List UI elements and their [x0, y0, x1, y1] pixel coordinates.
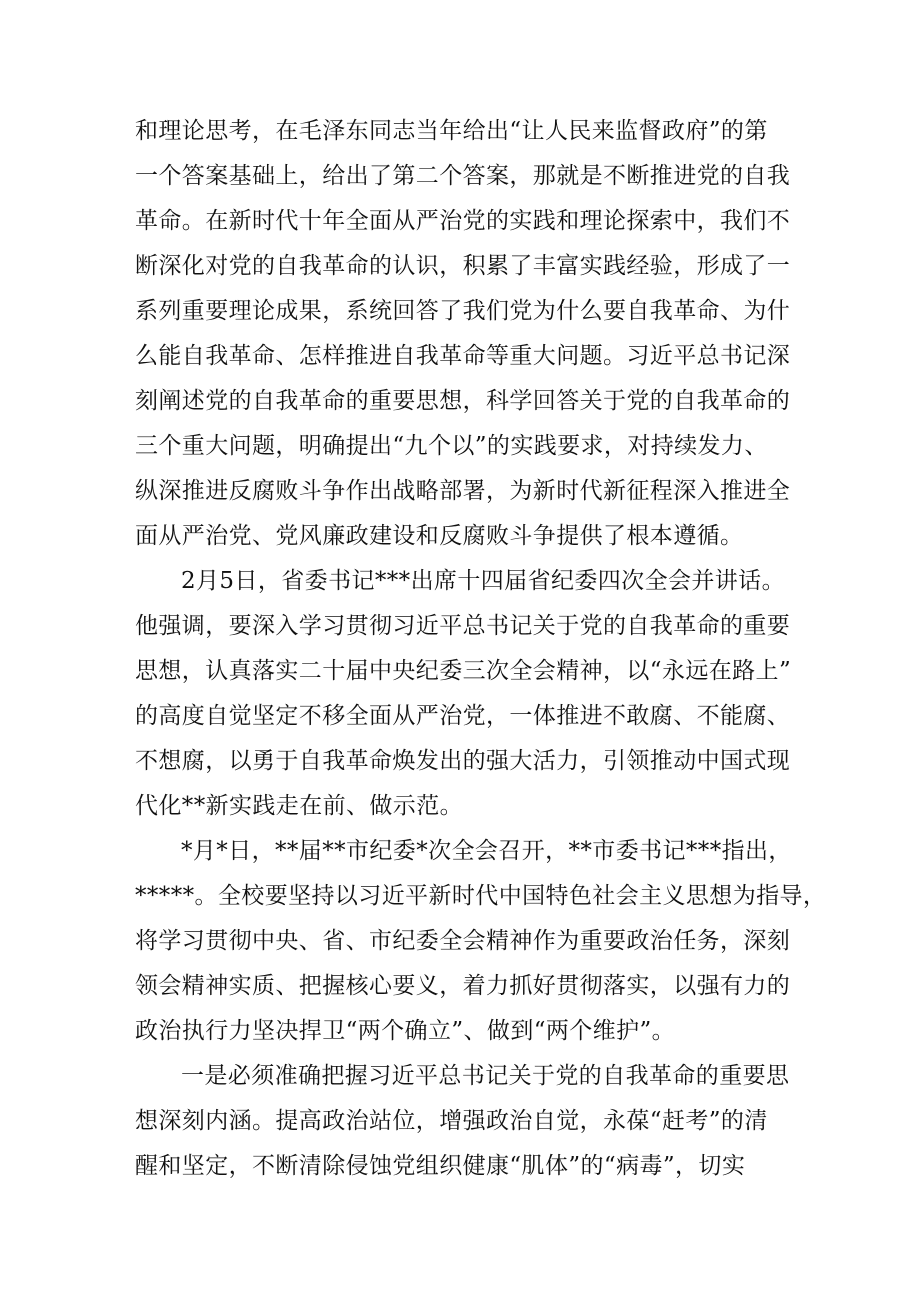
text-line: 刻阐述党的自我革命的重要思想，科学回答关于党的自我革命的	[135, 388, 791, 414]
text-line: 思想，认真落实二十届中央纪委三次全会精神，以“永远在路上”	[135, 658, 792, 684]
text-line: 三个重大问题，明确提出“九个以”的实践要求，对持续发力、	[135, 433, 768, 459]
text-line: 醒和坚定，不断清除侵蚀党组织健康“肌体”的“病毒”，切实	[135, 1153, 746, 1179]
text-line: *****。全校要坚持以习近平新时代中国特色社会主义思想为指导，	[135, 883, 827, 909]
text-line: 一是必须准确把握习近平总书记关于党的自我革命的重要思	[181, 1063, 790, 1089]
text-line: 断深化对党的自我革命的认识，积累了丰富实践经验，形成了一	[135, 253, 791, 279]
text-line: 想深刻内涵。提高政治站位，增强政治自觉，永葆“赶考”的清	[135, 1108, 768, 1134]
text-line: 面从严治党、党风廉政建设和反腐败斗争提供了根本遵循。	[135, 523, 744, 549]
text-line: 么能自我革命、怎样推进自我革命等重大问题。习近平总书记深	[135, 343, 791, 369]
text-line: 政治执行力坚决捍卫“两个确立”、做到“两个维护”。	[135, 1018, 676, 1044]
text-line: 不想腐，以勇于自我革命焕发出的强大活力，引领推动中国式现	[135, 748, 791, 774]
text-line: 2月5日，省委书记***出席十四届省纪委四次全会并讲话。	[181, 568, 785, 594]
text-line: *月*日，**届**市纪委*次全会召开，**市委书记***指出，	[181, 838, 792, 864]
text-line: 代化**新实践走在前、做示范。	[135, 793, 463, 819]
text-line: 纵深推进反腐败斗争作出战略部署，为新时代新征程深入推进全	[135, 478, 791, 504]
text-line: 领会精神实质、把握核心要义，着力抓好贯彻落实，以强有力的	[135, 973, 791, 999]
text-line: 系列重要理论成果，系统回答了我们党为什么要自我革命、为什	[135, 298, 791, 324]
text-line: 的高度自觉坚定不移全面从严治党，一体推进不敢腐、不能腐、	[135, 703, 791, 729]
text-line: 革命。在新时代十年全面从严治党的实践和理论探索中，我们不	[135, 208, 791, 234]
text-line: 他强调，要深入学习贯彻习近平总书记关于党的自我革命的重要	[135, 613, 791, 639]
text-line: 一个答案基础上，给出了第二个答案，那就是不断推进党的自我	[135, 163, 791, 189]
text-line: 将学习贯彻中央、省、市纪委全会精神作为重要政治任务，深刻	[135, 928, 791, 954]
text-line: 和理论思考，在毛泽东同志当年给出“让人民来监督政府”的第	[135, 118, 768, 144]
